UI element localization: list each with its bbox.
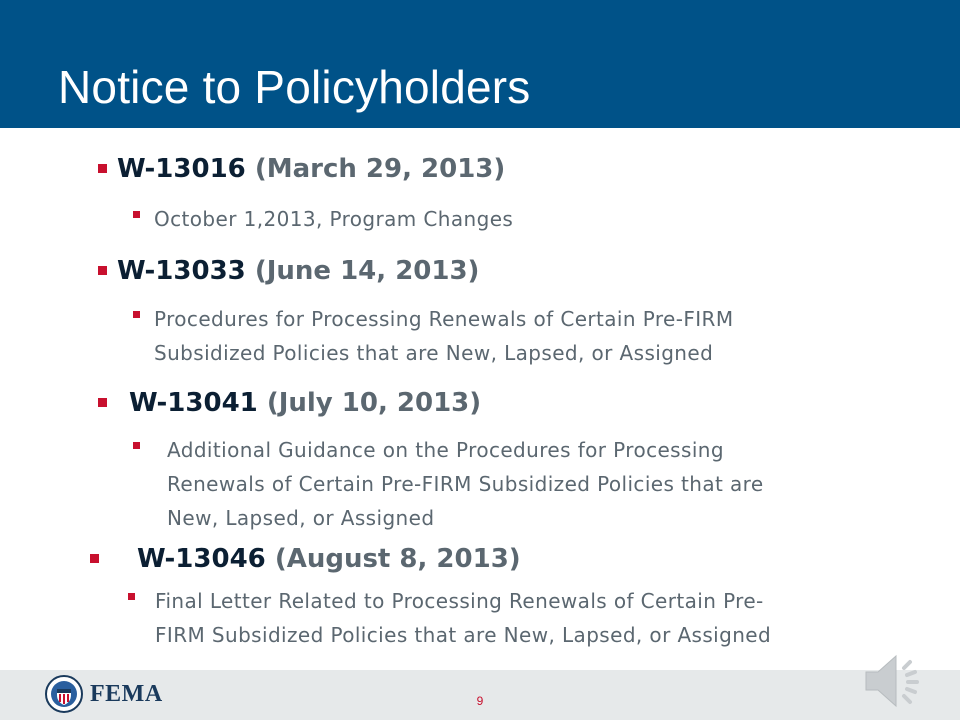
notice-code: W-13046 — [137, 544, 266, 574]
bullet-w13033 — [98, 255, 479, 287]
bullet-square-icon — [133, 311, 140, 318]
page-number: 9 — [476, 694, 484, 708]
sub-bullet-text: October 1,2013, Program Changes — [154, 207, 514, 231]
sub-bullet-w13016 — [133, 202, 513, 236]
notice-date: (June 14, 2013) — [245, 256, 480, 286]
bullet-square-icon — [133, 211, 140, 218]
bullet-square-icon — [98, 398, 107, 407]
sub-bullet-text: Procedures for Processing Renewals of Certain Pre-FIRM Subsidized Policies that are New, Lapsed, or Assigned — [154, 307, 734, 365]
notice-date: (August 8, 2013) — [265, 544, 521, 574]
bullet-square-icon — [128, 593, 135, 600]
dhs-seal-icon — [44, 674, 84, 714]
sub-bullet-w13046 — [128, 584, 771, 652]
bullet-square-icon — [98, 266, 107, 275]
notice-code: W-13016 — [117, 154, 246, 184]
notice-date: (March 29, 2013) — [245, 154, 506, 184]
bullet-square-icon — [133, 442, 140, 449]
notice-date: (July 10, 2013) — [257, 388, 482, 418]
bullet-w13016 — [98, 153, 505, 185]
bullet-square-icon — [90, 554, 99, 563]
fema-logo — [44, 674, 163, 714]
bullet-w13046 — [90, 543, 521, 575]
bullet-square-icon — [98, 164, 107, 173]
sub-bullet-text: Additional Guidance on the Procedures for Processing Renewals of Certain Pre-FIRM Subsidized Policies that are New, Lapsed, or Assigned — [167, 438, 764, 530]
notice-code: W-13033 — [117, 256, 246, 286]
sub-bullet-w13033 — [133, 302, 734, 370]
sub-bullet-w13041 — [133, 433, 764, 535]
speaker-icon[interactable] — [862, 648, 930, 714]
sub-bullet-text: Final Letter Related to Processing Renewals of Certain Pre- FIRM Subsidized Policies that are New, Lapsed, or Assigned — [155, 589, 772, 647]
notice-code: W-13041 — [129, 388, 258, 418]
slide-title: Notice to Policyholders — [58, 61, 531, 113]
fema-wordmark: FEMA — [90, 680, 163, 707]
bullet-w13041 — [98, 387, 481, 419]
